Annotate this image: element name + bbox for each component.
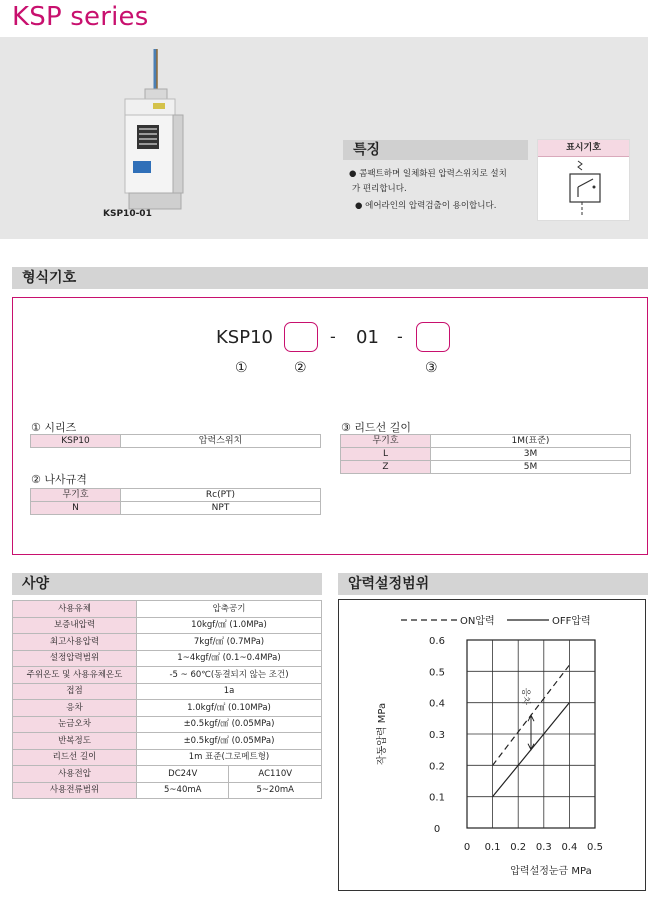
- table-row: [13, 749, 322, 766]
- table-cell: 1.0kgf/㎠ (0.10MPa): [137, 700, 322, 717]
- legend-label-off: OFF압력: [552, 616, 591, 627]
- x-axis-label: 압력설정눈금 MPa: [510, 866, 592, 877]
- table-cell: 최고사용압력: [13, 634, 137, 651]
- y-tick-label: 0.3: [429, 730, 445, 741]
- x-tick-label: 0.1: [484, 842, 501, 853]
- model-code-heading: 형식기호: [12, 267, 648, 289]
- table-cell: 리드선 길이: [13, 749, 137, 766]
- table-cell: KSP10: [31, 435, 121, 448]
- feature-line-2: 가 편리합니다.: [352, 184, 407, 194]
- model-code-panel: [12, 297, 648, 555]
- hysteresis-annotation: 응차: [520, 687, 530, 706]
- table-cell: 설정압력범위: [13, 650, 137, 667]
- table-cell: 주위온도 및 사용유체온도: [13, 667, 137, 684]
- table-cell: 5~20mA: [229, 782, 322, 799]
- pressure-range-chart: [339, 600, 645, 890]
- table-row: [341, 461, 631, 474]
- chart-heading: 압력설정범위: [338, 573, 648, 595]
- table-row: [13, 650, 322, 667]
- table-cell: ±0.5kgf/㎠ (0.05MPa): [137, 733, 322, 750]
- x-tick-label: 0.5: [587, 842, 603, 853]
- table-row: [31, 489, 321, 502]
- table-row: [13, 782, 322, 799]
- table-cell: 3M: [431, 448, 631, 461]
- table-row: [13, 733, 322, 750]
- table-row: [13, 683, 322, 700]
- pressure-switch-image: [115, 49, 195, 219]
- model-number-2: ②: [294, 360, 307, 376]
- symbol-box: [537, 139, 630, 221]
- y-tick-label: 0.1: [429, 792, 445, 804]
- table-cell: 1a: [137, 683, 322, 700]
- model-number-3: ③: [425, 360, 438, 376]
- table-cell: 1m 표준(그로메트형): [137, 749, 322, 766]
- lead-table: [340, 434, 631, 474]
- y-tick-label: 0.5: [429, 667, 445, 679]
- table-cell: 무기호: [31, 489, 121, 502]
- product-caption: KSP10-01: [103, 209, 152, 219]
- features-heading: 특징: [343, 140, 528, 160]
- symbol-heading: 표시기호: [538, 140, 629, 157]
- series-table-title: ① 시리즈: [31, 421, 77, 434]
- table-row: [13, 700, 322, 717]
- table-cell: 응차: [13, 700, 137, 717]
- table-cell: 사용전압: [13, 766, 137, 783]
- chart-frame: [338, 599, 646, 891]
- table-row: [13, 634, 322, 651]
- table-cell: 5M: [431, 461, 631, 474]
- table-cell: 1~4kgf/㎠ (0.1~0.4MPa): [137, 650, 322, 667]
- y-tick-label: 0: [433, 824, 441, 835]
- y-tick-label: 0.4: [429, 698, 445, 710]
- lead-table-title: ③ 리드선 길이: [341, 421, 411, 434]
- series-table: [30, 434, 321, 448]
- page-title: KSP series: [12, 2, 149, 32]
- y-tick-label: 0.2: [429, 761, 445, 773]
- table-cell: 5~40mA: [137, 782, 229, 799]
- code-box-thread: [284, 322, 318, 352]
- table-cell: 반복정도: [13, 733, 137, 750]
- table-row: [13, 617, 322, 634]
- feature-line-1: ● 콤팩트하며 일체화된 압력스위치로 설치: [349, 169, 507, 179]
- table-cell: 1M(표준): [431, 435, 631, 448]
- x-tick-label: 0: [463, 842, 471, 853]
- table-row: [31, 435, 321, 448]
- table-row: [13, 716, 322, 733]
- table-cell: 압축공기: [137, 601, 322, 618]
- table-row: [31, 502, 321, 515]
- table-cell: 무기호: [341, 435, 431, 448]
- table-cell: Z: [341, 461, 431, 474]
- table-cell: 접점: [13, 683, 137, 700]
- table-row: [341, 435, 631, 448]
- table-cell: 보증내압력: [13, 617, 137, 634]
- model-dash-1: -: [330, 327, 336, 346]
- thread-table: [30, 488, 321, 515]
- y-tick-label: 0.6: [429, 636, 445, 647]
- model-number-1: ①: [235, 360, 248, 376]
- table-cell: NPT: [121, 502, 321, 515]
- table-cell: Rc(PT): [121, 489, 321, 502]
- table-cell: 압력스위치: [121, 435, 321, 448]
- feature-line-3: ● 에어라인의 압력검출이 용이합니다.: [355, 201, 497, 211]
- y-axis-label: 작동압력 MPa: [377, 702, 388, 766]
- table-cell: 사용전류범위: [13, 782, 137, 799]
- table-cell: DC24V: [137, 766, 229, 783]
- product-hero: [0, 37, 648, 239]
- table-row: [13, 766, 322, 783]
- table-cell: 10kgf/㎠ (1.0MPa): [137, 617, 322, 634]
- table-cell: 사용유체: [13, 601, 137, 618]
- table-cell: ±0.5kgf/㎠ (0.05MPa): [137, 716, 322, 733]
- table-row: [13, 667, 322, 684]
- table-cell: 7kgf/㎠ (0.7MPa): [137, 634, 322, 651]
- table-cell: AC110V: [229, 766, 322, 783]
- table-row: [341, 448, 631, 461]
- x-tick-label: 0.3: [535, 842, 552, 853]
- table-cell: L: [341, 448, 431, 461]
- thread-table-title: ② 나사규격: [31, 473, 87, 486]
- x-tick-label: 0.2: [510, 842, 527, 853]
- model-dash-2: -: [397, 327, 403, 346]
- table-cell: 눈금오차: [13, 716, 137, 733]
- pressure-switch-symbol-icon: [538, 157, 629, 221]
- code-box-lead: [416, 322, 450, 352]
- table-row: [13, 601, 322, 618]
- table-cell: N: [31, 502, 121, 515]
- spec-heading: 사양: [12, 573, 322, 595]
- legend-label-on: ON압력: [460, 616, 495, 627]
- x-tick-label: 0.4: [561, 842, 578, 853]
- spec-table: [12, 600, 322, 799]
- model-prefix: KSP10: [216, 327, 273, 348]
- model-mid: 01: [356, 327, 379, 348]
- table-cell: -5 ~ 60℃(동결되지 않는 조건): [137, 667, 322, 684]
